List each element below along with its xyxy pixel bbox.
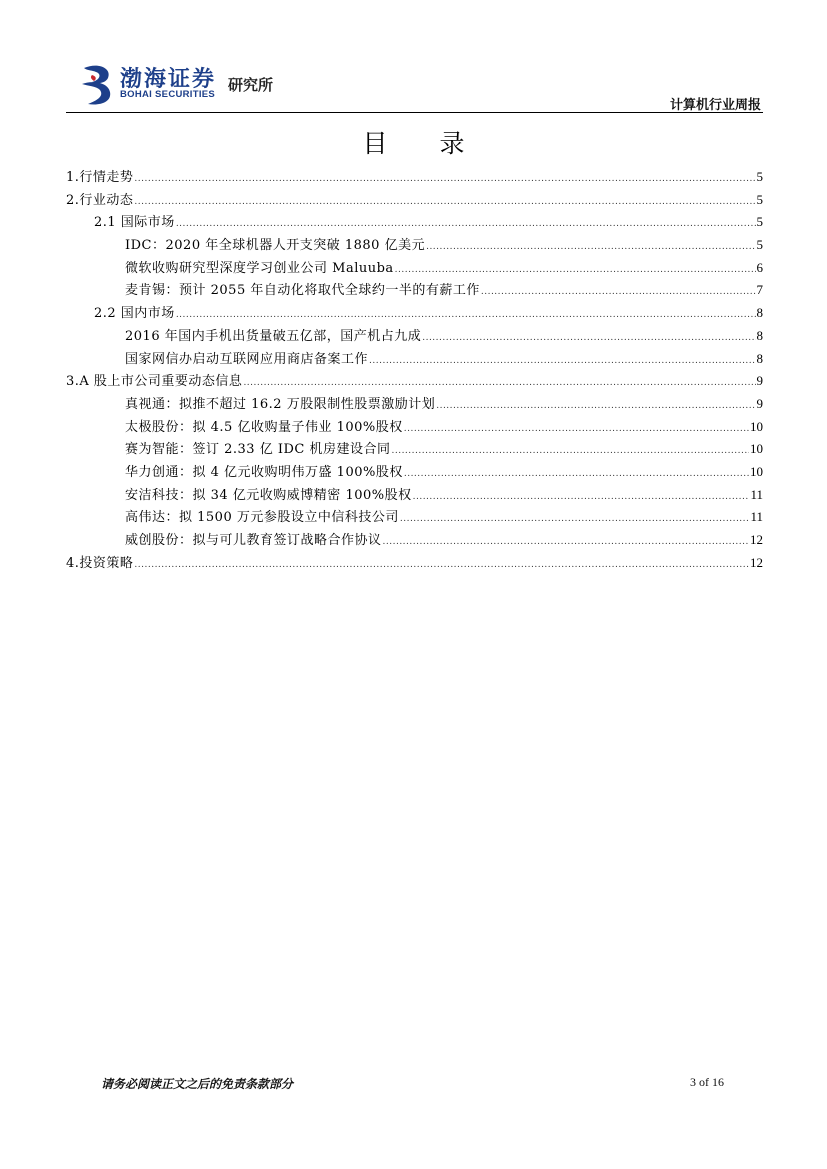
toc-entry-page: 11 [750, 486, 763, 502]
toc-entry-page: 8 [756, 305, 763, 321]
toc-entry[interactable] [66, 370, 763, 393]
disclaimer-note: 请务必阅读正文之后的免责条款部分 [101, 1077, 294, 1091]
toc-entry[interactable] [66, 325, 763, 348]
institute-label: 研究所 [228, 76, 274, 94]
toc-entry[interactable] [66, 279, 763, 302]
toc-entry-label: 3.A 股上市公司重要动态信息 [66, 374, 243, 390]
toc-entry-page: 5 [756, 191, 763, 207]
toc-entry-label: 真视通：拟推不超过 16.2 万股限制性股票激励计划 [125, 396, 436, 412]
toc-leader-dots [176, 219, 756, 229]
page-number: 3 of 16 [690, 1075, 724, 1089]
toc-entry-page: 11 [750, 509, 763, 525]
toc-leader-dots [391, 446, 749, 456]
toc-leader-dots [243, 378, 755, 388]
toc-leader-dots [413, 492, 750, 502]
toc-entry-page: 12 [750, 554, 763, 570]
toc-entry[interactable] [66, 552, 763, 575]
toc-entry-label: 赛为智能：签订 2.33 亿 IDC 机房建设合同 [125, 442, 391, 458]
toc-entry[interactable] [66, 234, 763, 257]
toc-entry-label: IDC：2020 年全球机器人开支突破 1880 亿美元 [125, 238, 426, 254]
toc-entry-label: 安洁科技：拟 34 亿元收购威博精密 100%股权 [125, 487, 412, 503]
toc-entry-page: 5 [756, 214, 763, 230]
toc-entry[interactable] [66, 416, 763, 439]
toc-entry-label: 威创股份：拟与可儿教育签订战略合作协议 [125, 533, 382, 548]
toc-entry-label: 2.2 国内市场 [94, 306, 175, 322]
toc-entry[interactable] [66, 166, 763, 189]
toc-entry-page: 5 [756, 237, 763, 253]
toc-entry-label: 4.投资策略 [66, 555, 134, 571]
bohai-logo-icon [78, 62, 118, 106]
toc-leader-dots [176, 310, 756, 320]
toc-entry-page: 10 [750, 463, 763, 479]
toc-entry[interactable] [66, 302, 763, 325]
toc-entry-page: 7 [756, 282, 763, 298]
toc-entry[interactable] [66, 529, 763, 552]
toc-entry-label: 麦肯锡：预计 2055 年自动化将取代全球约一半的有薪工作 [125, 283, 480, 299]
header-divider [66, 112, 763, 113]
toc-leader-dots [422, 333, 755, 343]
toc-leader-dots [404, 469, 749, 479]
toc-entry[interactable] [66, 484, 763, 507]
toc-entry-label: 1.行情走势 [66, 170, 134, 185]
toc-title: 目 录 [362, 129, 487, 158]
toc-entry[interactable] [66, 348, 763, 371]
toc-leader-dots [134, 560, 749, 570]
toc-leader-dots [395, 265, 756, 275]
toc-entry-page: 9 [756, 395, 763, 411]
toc-entry-page: 5 [756, 169, 763, 184]
toc-leader-dots [404, 424, 749, 434]
toc-entry-page: 12 [750, 532, 763, 547]
toc-entry[interactable] [66, 257, 763, 280]
toc-entry-page: 8 [756, 327, 763, 343]
toc-entry-page: 10 [750, 441, 763, 457]
toc-entry-label: 2.1 国际市场 [94, 215, 175, 231]
table-of-contents [66, 166, 763, 574]
toc-leader-dots [134, 197, 755, 207]
toc-entry-label: 2.行业动态 [66, 192, 134, 208]
brand-name-en: BOHAI SECURITIES [120, 89, 216, 100]
toc-entry[interactable] [66, 189, 763, 212]
toc-entry[interactable] [66, 438, 763, 461]
toc-entry[interactable] [66, 461, 763, 484]
toc-leader-dots [134, 174, 755, 184]
brand-name-cn: 渤海证券 [120, 67, 217, 92]
toc-entry-label: 华力创通：拟 4 亿元收购明伟万盛 100%股权 [125, 464, 403, 480]
toc-entry-page: 6 [756, 259, 763, 275]
toc-leader-dots [426, 242, 755, 252]
toc-entry[interactable] [66, 393, 763, 416]
toc-entry-page: 10 [750, 418, 763, 434]
report-type: 计算机行业周报 [669, 98, 761, 113]
toc-leader-dots [481, 287, 756, 297]
toc-entry-page: 9 [756, 373, 763, 389]
toc-entry-label: 高伟达：拟 1500 万元参股设立中信科技公司 [125, 510, 399, 526]
toc-leader-dots [436, 401, 755, 411]
toc-entry-label: 微软收购研究型深度学习创业公司 Maluuba [125, 260, 394, 276]
toc-leader-dots [369, 356, 755, 366]
toc-entry-label: 太极股份：拟 4.5 亿收购量子伟业 100%股权 [125, 419, 403, 435]
toc-entry[interactable] [66, 211, 763, 234]
toc-leader-dots [400, 514, 750, 524]
page-header [66, 58, 763, 114]
toc-entry-label: 2016 年国内手机出货量破五亿部，国产机占九成 [125, 328, 422, 344]
toc-entry-label: 国家网信办启动互联网应用商店备案工作 [125, 351, 369, 367]
toc-leader-dots [383, 537, 749, 547]
toc-entry-page: 8 [756, 350, 763, 366]
toc-entry[interactable] [66, 506, 763, 529]
